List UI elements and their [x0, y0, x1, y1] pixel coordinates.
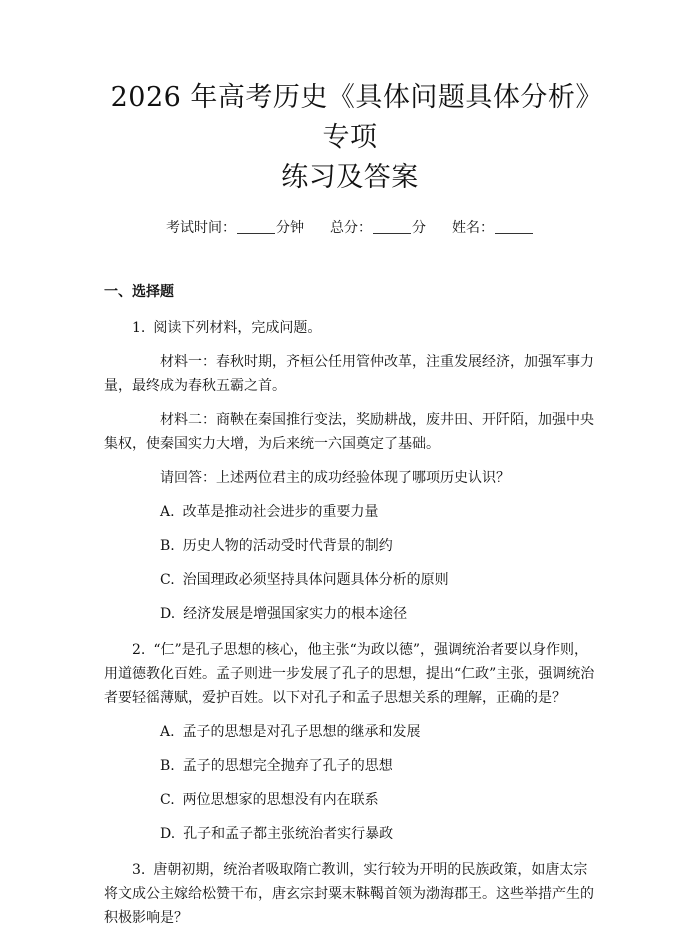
question-1-stem [104, 316, 596, 340]
question-2 [104, 638, 596, 846]
exam-score [330, 218, 426, 238]
title-line-2: 练习及答案 [281, 162, 419, 193]
question-1-prompt: 请回答：上述两位君主的成功经验体现了哪项历史认识？ [160, 470, 510, 486]
score-blank [373, 219, 411, 234]
option-a [104, 500, 596, 524]
question-1-text: 阅读下列材料，完成问题。 [153, 320, 322, 336]
option-text: 经济发展是增强国家实力的根本途径 [183, 606, 408, 622]
question-2-stem [104, 638, 596, 710]
name-label: 姓名： [452, 220, 494, 236]
option-b [104, 534, 596, 558]
option-c [104, 568, 596, 592]
option-letter: A. [160, 504, 175, 520]
question-3-text: 唐朝初期，统治者吸取隋亡教训，实行较为开明的民族政策，如唐太宗将文成公主嫁给松赞干布，唐玄宗封粟末靺鞨首领为渤海郡王。这些举措产生的积极影响是？ [104, 862, 594, 926]
title-line-1: 2026 年高考历史《具体问题具体分析》专项 [110, 82, 590, 153]
question-number: 1. [132, 320, 146, 336]
option-letter: C. [160, 792, 175, 808]
option-letter: B. [160, 758, 175, 774]
question-number: 2. [132, 642, 146, 658]
option-letter: B. [160, 538, 175, 554]
option-d [104, 602, 596, 626]
option-b [104, 754, 596, 778]
option-text: 孟子的思想是对孔子思想的继承和发展 [182, 724, 421, 740]
time-unit: 分钟 [276, 220, 304, 236]
option-letter: A. [160, 724, 175, 740]
material-1: 材料一：春秋时期，齐桓公任用管仲改革，注重发展经济，加强军事力量，最终成为春秋五霸之首。 [104, 354, 594, 394]
name-blank [495, 219, 533, 234]
section-heading-choice: 一、选择题 [104, 284, 174, 300]
option-text: 孟子的思想完全抛弃了孔子的思想 [182, 758, 393, 774]
option-letter: D. [160, 606, 176, 622]
exam-meta [104, 218, 596, 238]
question-1 [104, 316, 596, 626]
option-text: 治国理政必须坚持具体问题具体分析的原则 [182, 572, 449, 588]
option-d [104, 822, 596, 846]
exam-time [166, 218, 304, 238]
question-3-stem [104, 858, 596, 930]
time-label: 考试时间： [166, 220, 236, 236]
option-c [104, 788, 596, 812]
exam-name [452, 218, 534, 238]
document-title [104, 78, 596, 198]
option-text: 改革是推动社会进步的重要力量 [182, 504, 379, 520]
question-number: 3. [132, 862, 146, 878]
material-2: 材料二：商鞅在秦国推行变法，奖励耕战，废井田、开阡陌，加强中央集权，使秦国实力大增，为后来统一六国奠定了基础。 [104, 412, 594, 452]
score-unit: 分 [412, 220, 426, 236]
question-2-text: “仁”是孔子思想的核心，他主张“为政以德”，强调统治者要以身作则，用道德教化百姓。孟子则进一步发展了孔子的思想，提出“仁政”主张，强调统治者要轻徭薄赋，爱护百姓。以下对孔子和孟子思想关系的理解，正确的是？ [104, 642, 595, 706]
option-text: 历史人物的活动受时代背景的制约 [182, 538, 393, 554]
score-label: 总分： [330, 220, 372, 236]
option-a [104, 720, 596, 744]
option-letter: C. [160, 572, 175, 588]
question-3 [104, 858, 596, 930]
option-text: 孔子和孟子都主张统治者实行暴政 [183, 826, 394, 842]
time-blank [237, 219, 275, 234]
option-text: 两位思想家的思想没有内在联系 [182, 792, 379, 808]
option-letter: D. [160, 826, 176, 842]
